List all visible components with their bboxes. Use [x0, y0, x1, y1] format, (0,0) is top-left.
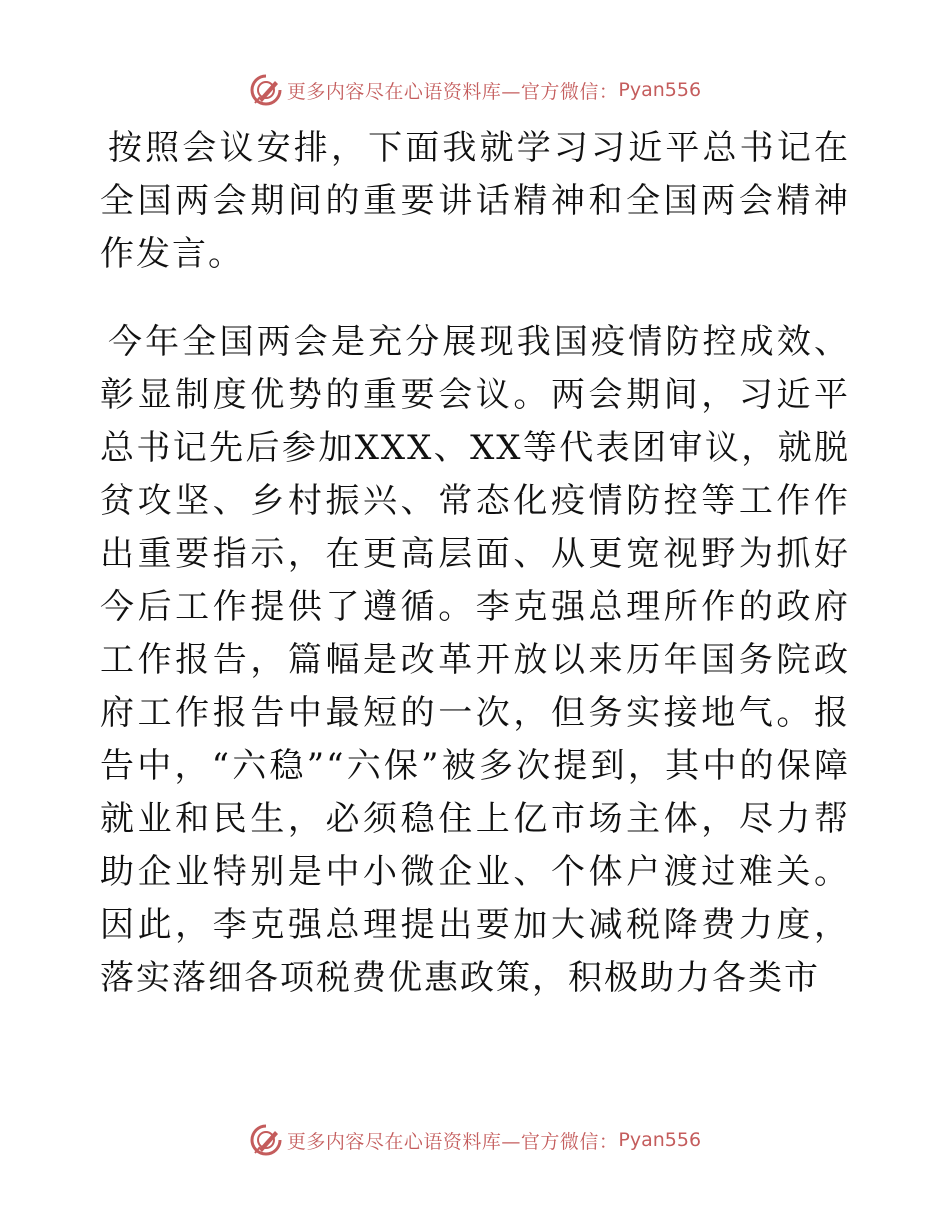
banner-slogan: 更多内容尽在心语资料库—官方微信： — [286, 80, 619, 103]
banner-account-id: Pyan556 — [618, 1129, 702, 1151]
banner-account-id: Pyan556 — [618, 79, 702, 101]
paragraph-main: 今年全国两会是充分展现我国疫情防控成效、彰显制度优势的重要会议。两会期间，习近平总书记先后参加XXX、XX等代表团审议，就脱贫攻坚、乡村振兴、常态化疫情防控等工作作出重要指示，在更高层面、从更宽视野为抓好今后工作提供了遵循。李克强总理所作的政府工作报告，篇幅是改革开放以来历年国务院政府工作报告中最短的一次，但务实接地气。报告中，“六稳”“六保”被多次提到，其中的保障就业和民生，必须稳住上亿市场主体，尽力帮助企业特别是中小微企业、个体户渡过难关。因此，李克强总理提出要加大减税降费力度，落实落细各项税费优惠政策，积极助力各类市 — [100, 322, 850, 998]
document-body — [100, 122, 850, 1005]
quill-logo-icon — [249, 1123, 283, 1157]
quill-logo-icon — [249, 73, 283, 107]
footer-banner — [0, 1120, 950, 1160]
paragraph-intro: 按照会议安排，下面我就学习习近平总书记在全国两会期间的重要讲话精神和全国两会精神作发言。 — [100, 128, 850, 274]
header-banner — [0, 70, 950, 110]
banner-slogan: 更多内容尽在心语资料库—官方微信： — [286, 1130, 619, 1153]
